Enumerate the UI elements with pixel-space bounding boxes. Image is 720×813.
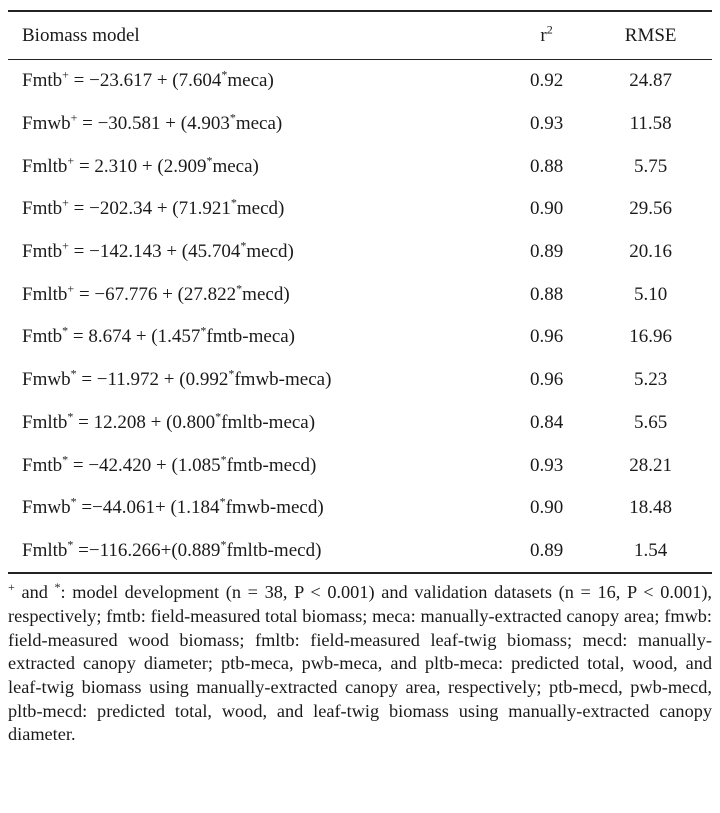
equation-right: meca) (212, 155, 259, 177)
model-equation-cell (8, 273, 504, 316)
rmse-cell: 24.87 (629, 70, 673, 92)
header-r2-base: r (540, 24, 547, 46)
model-mark: * (67, 537, 74, 552)
multiply-mark: * (206, 153, 213, 168)
rmse-cell: 5.75 (634, 155, 668, 177)
multiply-mark: * (200, 324, 207, 339)
model-equation-cell (8, 444, 504, 487)
multiply-mark: * (215, 409, 222, 424)
equation-left: = −42.420 + (1.085 (68, 454, 221, 476)
equation-right: mecd) (246, 241, 294, 263)
equation-left: =−116.266+(0.889 (73, 539, 221, 561)
r2-cell: 0.96 (529, 369, 564, 391)
model-name: Fmltb (22, 283, 68, 305)
biomass-model-table (8, 12, 712, 572)
r2-cell: 0.90 (529, 198, 564, 220)
equation-left: = −142.143 + (45.704 (68, 241, 241, 263)
model-name: Fmtb (22, 198, 63, 220)
equation-right: fmwb-meca) (234, 369, 332, 391)
table-row (8, 145, 712, 188)
equation-right: fmtb-mecd) (226, 454, 317, 476)
table-row (8, 316, 712, 359)
r2-cell: 0.93 (529, 454, 564, 476)
multiply-mark: * (240, 238, 247, 253)
model-equation-cell (8, 402, 504, 445)
equation-left: = −23.617 + (7.604 (68, 70, 222, 92)
table-row (8, 530, 712, 573)
model-equation-cell (8, 145, 504, 188)
table-row (8, 273, 712, 316)
multiply-mark: * (220, 452, 227, 467)
model-mark: * (70, 366, 77, 381)
model-mark: * (62, 324, 69, 339)
biomass-table-figure (8, 10, 712, 747)
table-row (8, 188, 712, 231)
model-mark: * (70, 494, 77, 509)
model-mark: + (67, 281, 75, 296)
rmse-cell: 5.65 (634, 411, 668, 433)
multiply-mark: * (236, 281, 243, 296)
rmse-cell: 11.58 (629, 113, 672, 135)
model-mark: + (62, 238, 69, 253)
equation-left: = 2.310 + (2.909 (74, 155, 207, 177)
table-footnote (8, 574, 712, 747)
rmse-cell: 5.10 (634, 283, 668, 305)
model-name: Fmwb (22, 369, 71, 391)
equation-right: mecd) (236, 198, 285, 220)
rmse-cell: 5.23 (634, 369, 668, 391)
table-row (8, 444, 712, 487)
table-row (8, 487, 712, 530)
model-name: Fmwb (22, 497, 71, 519)
model-name: Fmltb (22, 155, 68, 177)
r2-cell: 0.88 (529, 155, 564, 177)
rmse-cell: 1.54 (634, 539, 668, 561)
equation-right: fmwb-mecd) (225, 497, 324, 519)
header-r2-sup: 2 (546, 22, 553, 37)
rmse-cell: 16.96 (629, 326, 673, 348)
r2-cell: 0.89 (529, 241, 564, 263)
rmse-cell: 29.56 (629, 198, 673, 220)
table-header-row (8, 12, 712, 59)
footnote-text: : model development (n = 38, P < 0.001) and validation datasets (n = 16, P < 0.001), respectively; fmtb: field-measured total biomass; meca: manually-extracted canopy area; fmwb: field-measured wood biomass; fmltb: field-measured leaf-twig biomass; mecd: manually-extracted canopy diameter; ptb-meca, pwb-meca, and pltb-meca: predicted total, wood, and leaf-twig biomass using manually-extracted canopy area, respectively; ptb-mecd, pwb-mecd, pltb-mecd: predicted total, wood, and leaf-twig biomass using manually-extracted canopy diameter. (8, 582, 712, 745)
model-name: Fmtb (22, 241, 63, 263)
r2-cell: 0.92 (529, 70, 564, 92)
multiply-mark: * (230, 196, 237, 211)
r2-cell: 0.88 (529, 283, 564, 305)
header-biomass-model: Biomass model (22, 24, 140, 46)
equation-right: fmltb-meca) (221, 411, 316, 433)
model-name: Fmtb (22, 70, 63, 92)
table-row (8, 60, 712, 103)
model-equation-cell (8, 316, 504, 359)
equation-right: mecd) (242, 283, 290, 305)
table-row (8, 103, 712, 146)
rmse-cell: 18.48 (629, 497, 673, 519)
multiply-mark: * (228, 366, 235, 381)
model-equation-cell (8, 487, 504, 530)
model-equation-cell (8, 60, 504, 103)
model-mark: + (67, 153, 75, 168)
model-equation-cell (8, 530, 504, 573)
r2-cell: 0.93 (529, 113, 564, 135)
model-mark: * (62, 452, 69, 467)
table-row (8, 359, 712, 402)
equation-left: = −11.972 + (0.992 (76, 369, 229, 391)
r2-cell: 0.89 (529, 539, 564, 561)
model-name: Fmltb (22, 411, 68, 433)
model-name: Fmltb (22, 539, 68, 561)
multiply-mark: * (220, 537, 227, 552)
multiply-mark: * (219, 494, 226, 509)
model-equation-cell (8, 231, 504, 274)
multiply-mark: * (221, 68, 228, 83)
model-equation-cell (8, 188, 504, 231)
equation-right: meca) (235, 113, 283, 135)
r2-cell: 0.96 (529, 326, 564, 348)
model-mark: + (62, 68, 69, 83)
footnote-plus-mark: + (8, 580, 15, 595)
model-mark: * (67, 409, 74, 424)
equation-right: meca) (227, 70, 274, 92)
equation-left: = −202.34 + (71.921 (68, 198, 231, 220)
header-r2 (504, 12, 590, 59)
model-mark: + (70, 110, 78, 125)
equation-left: = −67.776 + (27.822 (74, 283, 237, 305)
equation-right: fmtb-meca) (206, 326, 296, 348)
header-rmse: RMSE (624, 24, 677, 46)
equation-left: =−44.061+ (1.184 (76, 497, 220, 519)
rmse-cell: 28.21 (629, 454, 673, 476)
model-equation-cell (8, 359, 504, 402)
equation-right: fmltb-mecd) (226, 539, 322, 561)
model-equation-cell (8, 103, 504, 146)
footnote-star-mark: * (54, 580, 61, 595)
model-name: Fmtb (22, 326, 63, 348)
equation-left: = 12.208 + (0.800 (73, 411, 216, 433)
table-row (8, 231, 712, 274)
model-name: Fmtb (22, 454, 63, 476)
footnote-and: and (14, 582, 55, 603)
r2-cell: 0.84 (529, 411, 564, 433)
equation-left: = 8.674 + (1.457 (68, 326, 201, 348)
model-name: Fmwb (22, 113, 71, 135)
equation-left: = −30.581 + (4.903 (77, 113, 230, 135)
table-row (8, 402, 712, 445)
model-mark: + (62, 196, 69, 211)
r2-cell: 0.90 (529, 497, 564, 519)
multiply-mark: * (229, 110, 236, 125)
rmse-cell: 20.16 (629, 241, 673, 263)
